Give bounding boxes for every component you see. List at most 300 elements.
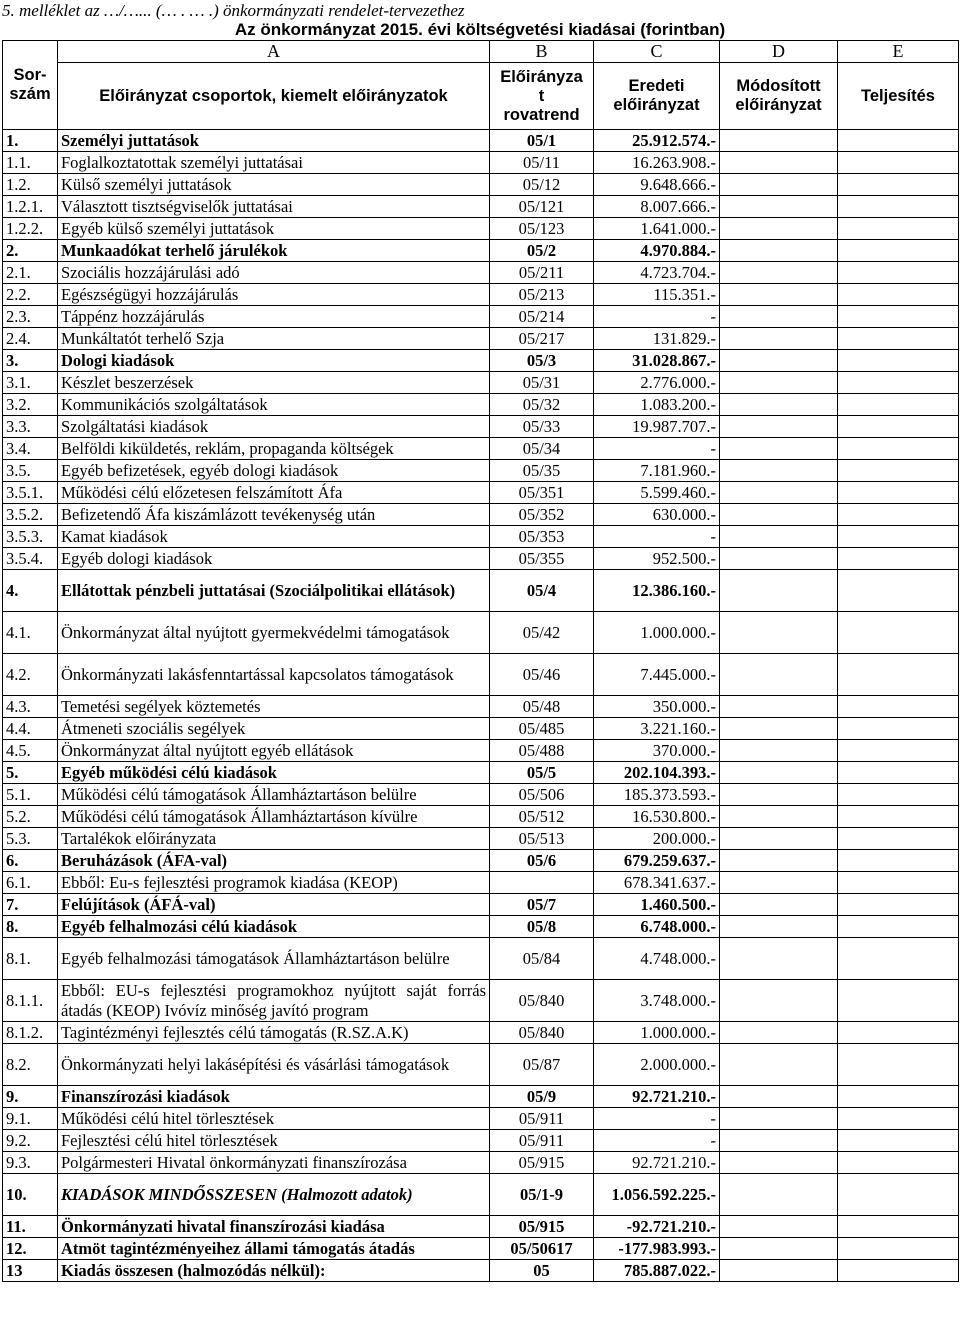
row-performance bbox=[838, 740, 959, 762]
row-performance bbox=[838, 504, 959, 526]
row-modified-amount bbox=[720, 1238, 838, 1260]
row-performance bbox=[838, 1086, 959, 1108]
row-performance bbox=[838, 1238, 959, 1260]
row-name: Átmeneti szociális segélyek bbox=[58, 718, 490, 740]
row-modified-amount bbox=[720, 762, 838, 784]
row-number: 3.5.2. bbox=[3, 504, 58, 526]
row-modified-amount bbox=[720, 218, 838, 240]
row-name: KIADÁSOK MINDŐSSZESEN (Halmozott adatok) bbox=[58, 1174, 490, 1216]
row-name: Működési célú támogatások Államháztartáson kívülre bbox=[58, 806, 490, 828]
row-number: 5.2. bbox=[3, 806, 58, 828]
table-row bbox=[3, 872, 959, 894]
row-name: Foglalkoztatottak személyi juttatásai bbox=[58, 152, 490, 174]
row-name: Fejlesztési célú hitel törlesztések bbox=[58, 1130, 490, 1152]
row-performance bbox=[838, 1130, 959, 1152]
row-performance bbox=[838, 784, 959, 806]
row-performance bbox=[838, 1152, 959, 1174]
row-performance bbox=[838, 696, 959, 718]
row-code: 05/506 bbox=[490, 784, 594, 806]
row-code: 05/12 bbox=[490, 174, 594, 196]
row-name: Ellátottak pénzbeli juttatásai (Szociálpolitikai ellátások) bbox=[58, 570, 490, 612]
row-performance bbox=[838, 416, 959, 438]
row-code: 05/11 bbox=[490, 152, 594, 174]
row-number: 8.2. bbox=[3, 1044, 58, 1086]
column-header-original: Eredeti előirányzat bbox=[594, 63, 720, 130]
row-modified-amount bbox=[720, 938, 838, 980]
row-number: 12. bbox=[3, 1238, 58, 1260]
row-code: 05/911 bbox=[490, 1108, 594, 1130]
table-row bbox=[3, 1044, 959, 1086]
row-performance bbox=[838, 762, 959, 784]
row-number: 3.5.1. bbox=[3, 482, 58, 504]
row-modified-amount bbox=[720, 196, 838, 218]
row-name: Egyéb külső személyi juttatások bbox=[58, 218, 490, 240]
row-number: 1.2.2. bbox=[3, 218, 58, 240]
table-row bbox=[3, 240, 959, 262]
row-code: 05/840 bbox=[490, 980, 594, 1022]
row-modified-amount bbox=[720, 1260, 838, 1282]
row-code: 05/8 bbox=[490, 916, 594, 938]
row-number: 1.2. bbox=[3, 174, 58, 196]
row-code: 05/31 bbox=[490, 372, 594, 394]
row-original-amount: 1.000.000.- bbox=[594, 1022, 720, 1044]
row-original-amount: 3.748.000.- bbox=[594, 980, 720, 1022]
table-row bbox=[3, 1130, 959, 1152]
row-modified-amount bbox=[720, 696, 838, 718]
table-row bbox=[3, 284, 959, 306]
row-number: 2.4. bbox=[3, 328, 58, 350]
row-performance bbox=[838, 916, 959, 938]
row-original-amount: 370.000.- bbox=[594, 740, 720, 762]
row-original-amount: - bbox=[594, 1130, 720, 1152]
row-name: Készlet beszerzések bbox=[58, 372, 490, 394]
row-original-amount: 19.987.707.- bbox=[594, 416, 720, 438]
row-performance bbox=[838, 196, 959, 218]
row-original-amount: -177.983.993.- bbox=[594, 1238, 720, 1260]
row-name: Kiadás összesen (halmozódás nélkül): bbox=[58, 1260, 490, 1282]
row-name: Szolgáltatási kiadások bbox=[58, 416, 490, 438]
row-name: Munkaadókat terhelő járulékok bbox=[58, 240, 490, 262]
row-name: Munkáltatót terhelő Szja bbox=[58, 328, 490, 350]
row-name: Önkormányzat által nyújtott gyermekvédelmi támogatások bbox=[58, 612, 490, 654]
row-performance bbox=[838, 240, 959, 262]
row-name: Önkormányzati hivatal finanszírozási kiadása bbox=[58, 1216, 490, 1238]
row-code: 05/214 bbox=[490, 306, 594, 328]
row-original-amount: 7.181.960.- bbox=[594, 460, 720, 482]
row-original-amount: 1.056.592.225.- bbox=[594, 1174, 720, 1216]
row-name: Kommunikációs szolgáltatások bbox=[58, 394, 490, 416]
row-modified-amount bbox=[720, 828, 838, 850]
row-name: Belföldi kiküldetés, reklám, propaganda költségek bbox=[58, 438, 490, 460]
row-performance bbox=[838, 938, 959, 980]
row-number: 9.2. bbox=[3, 1130, 58, 1152]
column-letter-c: C bbox=[594, 41, 720, 63]
row-number: 3.2. bbox=[3, 394, 58, 416]
table-row bbox=[3, 938, 959, 980]
row-code: 05/5 bbox=[490, 762, 594, 784]
row-name: Atmöt tagintézményeihez állami támogatás átadás bbox=[58, 1238, 490, 1260]
row-original-amount: 6.748.000.- bbox=[594, 916, 720, 938]
row-modified-amount bbox=[720, 174, 838, 196]
row-name: Külső személyi juttatások bbox=[58, 174, 490, 196]
row-name: Szociális hozzájárulási adó bbox=[58, 262, 490, 284]
table-row bbox=[3, 1238, 959, 1260]
row-modified-amount bbox=[720, 894, 838, 916]
row-original-amount: 16.530.800.- bbox=[594, 806, 720, 828]
row-performance bbox=[838, 612, 959, 654]
row-modified-amount bbox=[720, 1108, 838, 1130]
row-number: 2. bbox=[3, 240, 58, 262]
row-modified-amount bbox=[720, 1216, 838, 1238]
table-row bbox=[3, 980, 959, 1022]
row-original-amount: 952.500.- bbox=[594, 548, 720, 570]
table-row bbox=[3, 350, 959, 372]
table-row bbox=[3, 828, 959, 850]
row-performance bbox=[838, 438, 959, 460]
row-modified-amount bbox=[720, 1044, 838, 1086]
row-number: 7. bbox=[3, 894, 58, 916]
row-name: Felújítások (ÁFÁ-val) bbox=[58, 894, 490, 916]
table-row bbox=[3, 174, 959, 196]
row-modified-amount bbox=[720, 718, 838, 740]
row-number: 13 bbox=[3, 1260, 58, 1282]
row-name: Működési célú támogatások Államháztartáson belülre bbox=[58, 784, 490, 806]
row-number: 3.4. bbox=[3, 438, 58, 460]
row-name: Tagintézményi fejlesztés célú támogatás (R.SZ.A.K) bbox=[58, 1022, 490, 1044]
row-name: Tartalékok előirányzata bbox=[58, 828, 490, 850]
row-number: 2.1. bbox=[3, 262, 58, 284]
row-name: Polgármesteri Hivatal önkormányzati finanszírozása bbox=[58, 1152, 490, 1174]
row-original-amount: 202.104.393.- bbox=[594, 762, 720, 784]
row-number: 3.5.3. bbox=[3, 526, 58, 548]
table-row bbox=[3, 850, 959, 872]
row-modified-amount bbox=[720, 806, 838, 828]
row-performance bbox=[838, 174, 959, 196]
row-number: 4.5. bbox=[3, 740, 58, 762]
row-code: 05/915 bbox=[490, 1152, 594, 1174]
row-performance bbox=[838, 894, 959, 916]
row-code: 05/123 bbox=[490, 218, 594, 240]
row-number: 4.4. bbox=[3, 718, 58, 740]
column-header-name: Előirányzat csoportok, kiemelt előirányzatok bbox=[58, 63, 490, 130]
row-performance bbox=[838, 718, 959, 740]
table-row bbox=[3, 696, 959, 718]
row-modified-amount bbox=[720, 612, 838, 654]
row-original-amount: -92.721.210.- bbox=[594, 1216, 720, 1238]
row-code: 05/512 bbox=[490, 806, 594, 828]
table-row bbox=[3, 328, 959, 350]
row-original-amount: - bbox=[594, 526, 720, 548]
row-performance bbox=[838, 872, 959, 894]
row-modified-amount bbox=[720, 1174, 838, 1216]
row-number: 5.1. bbox=[3, 784, 58, 806]
row-original-amount: 785.887.022.- bbox=[594, 1260, 720, 1282]
row-modified-amount bbox=[720, 1022, 838, 1044]
column-header-sorszam: Sor- szám bbox=[3, 41, 58, 130]
table-row bbox=[3, 916, 959, 938]
row-name: Önkormányzat által nyújtott egyéb ellátások bbox=[58, 740, 490, 762]
row-modified-amount bbox=[720, 306, 838, 328]
table-row bbox=[3, 306, 959, 328]
row-name: Finanszírozási kiadások bbox=[58, 1086, 490, 1108]
row-name: Temetési segélyek köztemetés bbox=[58, 696, 490, 718]
row-performance bbox=[838, 1022, 959, 1044]
table-row bbox=[3, 372, 959, 394]
row-number: 10. bbox=[3, 1174, 58, 1216]
row-code: 05/355 bbox=[490, 548, 594, 570]
row-modified-amount bbox=[720, 872, 838, 894]
row-code: 05/513 bbox=[490, 828, 594, 850]
row-number: 3.1. bbox=[3, 372, 58, 394]
table-row bbox=[3, 482, 959, 504]
row-performance bbox=[838, 828, 959, 850]
row-original-amount: 92.721.210.- bbox=[594, 1152, 720, 1174]
row-code: 05/1-9 bbox=[490, 1174, 594, 1216]
row-name: Önkormányzati helyi lakásépítési és vásárlási támogatások bbox=[58, 1044, 490, 1086]
row-number: 3.5.4. bbox=[3, 548, 58, 570]
row-name: Egészségügyi hozzájárulás bbox=[58, 284, 490, 306]
row-original-amount: 92.721.210.- bbox=[594, 1086, 720, 1108]
table-row bbox=[3, 152, 959, 174]
table-row bbox=[3, 570, 959, 612]
row-name: Személyi juttatások bbox=[58, 130, 490, 152]
row-modified-amount bbox=[720, 1130, 838, 1152]
row-original-amount: 7.445.000.- bbox=[594, 654, 720, 696]
row-code: 05/35 bbox=[490, 460, 594, 482]
row-name: Önkormányzati lakásfenntartással kapcsolatos támogatások bbox=[58, 654, 490, 696]
row-number: 4.3. bbox=[3, 696, 58, 718]
row-code: 05 bbox=[490, 1260, 594, 1282]
table-row bbox=[3, 262, 959, 284]
row-original-amount: 31.028.867.- bbox=[594, 350, 720, 372]
row-original-amount: 1.641.000.- bbox=[594, 218, 720, 240]
row-modified-amount bbox=[720, 548, 838, 570]
row-code: 05/87 bbox=[490, 1044, 594, 1086]
row-original-amount: 200.000.- bbox=[594, 828, 720, 850]
row-original-amount: 5.599.460.- bbox=[594, 482, 720, 504]
row-original-amount: 12.386.160.- bbox=[594, 570, 720, 612]
row-original-amount: 2.000.000.- bbox=[594, 1044, 720, 1086]
row-number: 2.2. bbox=[3, 284, 58, 306]
row-original-amount: - bbox=[594, 1108, 720, 1130]
row-modified-amount bbox=[720, 152, 838, 174]
column-header-performance: Teljesítés bbox=[838, 63, 959, 130]
row-number: 6.1. bbox=[3, 872, 58, 894]
row-name: Működési célú előzetesen felszámított Áfa bbox=[58, 482, 490, 504]
column-letter-a: A bbox=[58, 41, 490, 63]
row-number: 6. bbox=[3, 850, 58, 872]
row-number: 3. bbox=[3, 350, 58, 372]
row-number: 1. bbox=[3, 130, 58, 152]
table-row bbox=[3, 196, 959, 218]
column-letter-d: D bbox=[720, 41, 838, 63]
row-performance bbox=[838, 980, 959, 1022]
row-code bbox=[490, 872, 594, 894]
row-modified-amount bbox=[720, 526, 838, 548]
row-name: Táppénz hozzájárulás bbox=[58, 306, 490, 328]
annex-reference: 5. melléklet az …/…... (… . … .) önkormányzati rendelet-tervezethez bbox=[2, 1, 465, 20]
row-code: 05/3 bbox=[490, 350, 594, 372]
row-performance bbox=[838, 262, 959, 284]
table-row bbox=[3, 762, 959, 784]
column-letter-b: B bbox=[490, 41, 594, 63]
row-code: 05/1 bbox=[490, 130, 594, 152]
row-name: Egyéb dologi kiadások bbox=[58, 548, 490, 570]
row-code: 05/488 bbox=[490, 740, 594, 762]
row-number: 4.2. bbox=[3, 654, 58, 696]
row-performance bbox=[838, 1174, 959, 1216]
row-name: Egyéb befizetések, egyéb dologi kiadások bbox=[58, 460, 490, 482]
table-row bbox=[3, 460, 959, 482]
budget-table bbox=[2, 40, 959, 1282]
row-modified-amount bbox=[720, 1152, 838, 1174]
row-name: Ebből: Eu-s fejlesztési programok kiadása (KEOP) bbox=[58, 872, 490, 894]
row-code: 05/84 bbox=[490, 938, 594, 980]
row-name: Egyéb felhalmozási támogatások Államháztartáson belülre bbox=[58, 938, 490, 980]
table-row bbox=[3, 654, 959, 696]
row-performance bbox=[838, 1044, 959, 1086]
row-name: Működési célú hitel törlesztések bbox=[58, 1108, 490, 1130]
row-performance bbox=[838, 394, 959, 416]
row-modified-amount bbox=[720, 240, 838, 262]
row-code: 05/217 bbox=[490, 328, 594, 350]
row-original-amount: 4.970.884.- bbox=[594, 240, 720, 262]
table-row bbox=[3, 1086, 959, 1108]
table-row bbox=[3, 784, 959, 806]
row-modified-amount bbox=[720, 394, 838, 416]
row-code: 05/211 bbox=[490, 262, 594, 284]
row-code: 05/46 bbox=[490, 654, 594, 696]
table-row bbox=[3, 130, 959, 152]
table-row bbox=[3, 504, 959, 526]
row-code: 05/121 bbox=[490, 196, 594, 218]
table-row bbox=[3, 1022, 959, 1044]
table-row bbox=[3, 416, 959, 438]
row-performance bbox=[838, 1216, 959, 1238]
row-number: 9.3. bbox=[3, 1152, 58, 1174]
row-number: 11. bbox=[3, 1216, 58, 1238]
row-modified-amount bbox=[720, 570, 838, 612]
row-modified-amount bbox=[720, 654, 838, 696]
table-row bbox=[3, 526, 959, 548]
row-number: 9.1. bbox=[3, 1108, 58, 1130]
row-original-amount: 1.460.500.- bbox=[594, 894, 720, 916]
row-performance bbox=[838, 130, 959, 152]
row-modified-amount bbox=[720, 850, 838, 872]
row-name: Befizetendő Áfa kiszámlázott tevékenység után bbox=[58, 504, 490, 526]
row-code: 05/32 bbox=[490, 394, 594, 416]
row-original-amount: 4.723.704.- bbox=[594, 262, 720, 284]
row-code: 05/50617 bbox=[490, 1238, 594, 1260]
table-row bbox=[3, 1260, 959, 1282]
row-number: 8.1.2. bbox=[3, 1022, 58, 1044]
table-row bbox=[3, 806, 959, 828]
row-original-amount: - bbox=[594, 306, 720, 328]
row-performance bbox=[838, 654, 959, 696]
row-name: Egyéb felhalmozási célú kiadások bbox=[58, 916, 490, 938]
row-name: Választott tisztségviselők juttatásai bbox=[58, 196, 490, 218]
row-number: 4.1. bbox=[3, 612, 58, 654]
table-row bbox=[3, 1174, 959, 1216]
row-performance bbox=[838, 1260, 959, 1282]
row-performance bbox=[838, 350, 959, 372]
table-row bbox=[3, 438, 959, 460]
row-modified-amount bbox=[720, 130, 838, 152]
row-code: 05/4 bbox=[490, 570, 594, 612]
row-performance bbox=[838, 306, 959, 328]
row-modified-amount bbox=[720, 416, 838, 438]
row-performance bbox=[838, 526, 959, 548]
row-performance bbox=[838, 1108, 959, 1130]
column-letter-e: E bbox=[838, 41, 959, 63]
row-original-amount: 185.373.593.- bbox=[594, 784, 720, 806]
row-number: 1.2.1. bbox=[3, 196, 58, 218]
row-modified-amount bbox=[720, 262, 838, 284]
row-original-amount: 678.341.637.- bbox=[594, 872, 720, 894]
row-code: 05/840 bbox=[490, 1022, 594, 1044]
table-row bbox=[3, 548, 959, 570]
row-code: 05/485 bbox=[490, 718, 594, 740]
row-number: 9. bbox=[3, 1086, 58, 1108]
row-number: 8.1.1. bbox=[3, 980, 58, 1022]
table-row bbox=[3, 1152, 959, 1174]
row-code: 05/353 bbox=[490, 526, 594, 548]
table-row bbox=[3, 394, 959, 416]
row-performance bbox=[838, 806, 959, 828]
row-original-amount: 679.259.637.- bbox=[594, 850, 720, 872]
row-original-amount: 1.083.200.- bbox=[594, 394, 720, 416]
row-code: 05/34 bbox=[490, 438, 594, 460]
row-performance bbox=[838, 152, 959, 174]
row-original-amount: 25.912.574.- bbox=[594, 130, 720, 152]
row-code: 05/33 bbox=[490, 416, 594, 438]
row-original-amount: 4.748.000.- bbox=[594, 938, 720, 980]
row-code: 05/48 bbox=[490, 696, 594, 718]
row-modified-amount bbox=[720, 980, 838, 1022]
row-original-amount: 630.000.- bbox=[594, 504, 720, 526]
table-row bbox=[3, 718, 959, 740]
row-code: 05/351 bbox=[490, 482, 594, 504]
row-number: 4. bbox=[3, 570, 58, 612]
table-row bbox=[3, 894, 959, 916]
row-number: 8.1. bbox=[3, 938, 58, 980]
row-code: 05/352 bbox=[490, 504, 594, 526]
row-name: Kamat kiadások bbox=[58, 526, 490, 548]
table-row bbox=[3, 1216, 959, 1238]
row-code: 05/213 bbox=[490, 284, 594, 306]
row-number: 2.3. bbox=[3, 306, 58, 328]
row-original-amount: 16.263.908.- bbox=[594, 152, 720, 174]
table-row bbox=[3, 218, 959, 240]
row-number: 3.5. bbox=[3, 460, 58, 482]
row-performance bbox=[838, 218, 959, 240]
row-performance bbox=[838, 482, 959, 504]
row-number: 1.1. bbox=[3, 152, 58, 174]
column-header-modified: Módosított előirányzat bbox=[720, 63, 838, 130]
row-modified-amount bbox=[720, 372, 838, 394]
row-modified-amount bbox=[720, 740, 838, 762]
row-original-amount: 115.351.- bbox=[594, 284, 720, 306]
row-performance bbox=[838, 570, 959, 612]
row-performance bbox=[838, 328, 959, 350]
row-performance bbox=[838, 460, 959, 482]
row-original-amount: 1.000.000.- bbox=[594, 612, 720, 654]
row-modified-amount bbox=[720, 1086, 838, 1108]
row-modified-amount bbox=[720, 460, 838, 482]
row-code: 05/6 bbox=[490, 850, 594, 872]
table-row bbox=[3, 612, 959, 654]
row-code: 05/911 bbox=[490, 1130, 594, 1152]
